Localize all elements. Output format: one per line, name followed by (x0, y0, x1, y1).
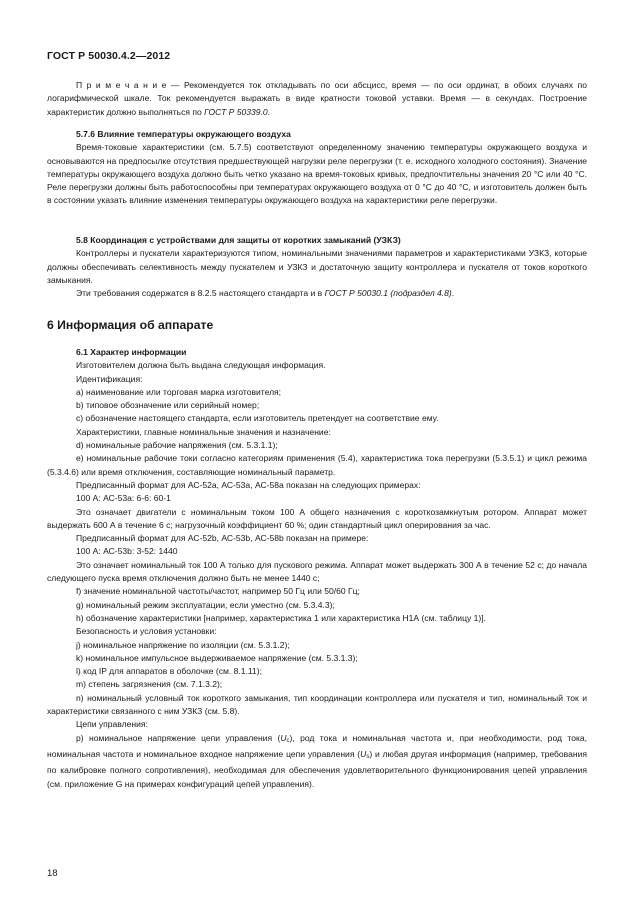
section-5-7-6-title: 5.7.6 Влияние температуры окружающего воздуха (76, 129, 291, 139)
requirements-reference: ГОСТ Р 50030.1 (подраздел 4.8) (324, 288, 452, 299)
list-item: Идентификация: (76, 373, 143, 384)
note-text: — Рекомендуется ток откладывать по оси абсцисс, время — по оси ординат, в обоих случаях по логарифмической шкале. Ток рекомендуется выражать в виде кратности токовой уставки. Время — в секундах. Построение характеристик должно выполняться по (47, 80, 587, 117)
section-6 (47, 318, 587, 332)
section-5-7-6 (47, 128, 587, 208)
section-5-8-requirements (47, 287, 587, 300)
list-item: Изготовителем должна быть выдана следующая информация. (76, 360, 326, 371)
format-1: Предписанный формат для АС-52а, АС-53а, АС-58а показан на следующих примерах: (76, 479, 421, 490)
section-6-1 (47, 346, 587, 791)
example-2-text: Это означает номинальный ток 100 А только для пускового режима. Аппарат может выдержать 300 А в течение 52 с; до начала следующего пуска время отключения должно быть не менее 1440 с; (47, 559, 587, 584)
uc-subscript: c (286, 737, 290, 744)
example-1: 100 А: АС-53а: 6-6: 60-1 (76, 493, 171, 504)
list-item: h) обозначение характеристики [например, характеристика 1 или характеристика Н1А (см. таблицу 1)]. (76, 612, 486, 623)
item-p-part-3: ) и любая другая информация (например, требования по калибровке полного сопротивления), необходимая для обеспечения удовлетворительного функционирования цепей управления (см. приложение G на примерах конфигураций цепей управления). (47, 748, 587, 789)
example-2: 100 А: АС-53b: 3-52: 1440 (76, 546, 178, 557)
example-1-text: Это означает двигатели с номинальным током 100 А общего назначения с короткозамкнутым ротором. Аппарат может выдержать 600 А в течение 6 с; нагрузочный коэффициент 60 %; один стандартный цикл оперирования за час. (47, 506, 587, 530)
section-6-1-title: 6.1 Характер информации (76, 347, 187, 357)
list-item: l) код IP для аппаратов в оболочке (см. 8.1.11); (76, 666, 263, 677)
note-label: П р и м е ч а н и е (76, 80, 167, 90)
note-paragraph (47, 79, 587, 119)
list-item: Безопасность и условия установки: (76, 626, 217, 637)
section-5-7-6-text: Время-токовые характеристики (см. 5.7.5) соответствуют определенному значению температуры окружающего воздуха и основываются на предпосылке отсутствия предшествующей нагрузки реле перегрузки (т. е. исходного холодного состояния). Значение температуры окружающего воздуха должно быть четко указано на время-токовых кривых, предпочтительны значения 20 °С или 40 °С. Реле перегрузки должны быть работоспособны при температурах окружающего воздуха от 0 °С до 40 °С, и изготовитель должен быть в состоянии указать влияние изменения температуры окружающего воздуха на характеристики реле перегрузки. (47, 142, 587, 206)
list-item: g) номинальный режим эксплуатации, если уместно (см. 5.3.4.3); (76, 599, 335, 610)
list-item: a) наименование или торговая марка изготовителя; (76, 386, 282, 397)
list-item: k) номинальное импульсное выдерживаемое напряжение (см. 5.3.1.3); (76, 652, 358, 663)
section-6-title: 6 Информация об аппарате (47, 318, 214, 332)
requirements-text: Эти требования содержатся в 8.2.5 настоящего стандарта и в (76, 288, 325, 299)
control-circuits-heading: Цепи управления: (76, 719, 148, 730)
list-item: Характеристики, главные номинальные значения и назначение: (76, 426, 331, 437)
list-item: j) номинальное напряжение по изоляции (см. 5.3.1.2); (76, 639, 290, 650)
document-header: ГОСТ Р 50030.4.2—2012 (47, 50, 171, 62)
us-subscript: s (366, 753, 370, 760)
section-5-8 (47, 234, 587, 300)
list-item: f) значение номинальной частоты/частот, например 50 Гц или 50/60 Гц; (76, 586, 360, 597)
page-number: 18 (47, 868, 58, 879)
list-item: b) типовое обозначение или серийный номер; (76, 400, 260, 411)
note-reference: ГОСТ Р 50339.0 (204, 106, 268, 117)
item-p-part-2: ), род тока и номинальная частота и, при необходимости, род тока, номинальная частота и номинальное входное напряжение цепи управления ( (47, 732, 588, 759)
section-5-8-title: 5.8 Координация с устройствами для защиты от коротких замыканий (УЗКЗ) (76, 235, 401, 245)
u-symbol: U (360, 748, 367, 759)
item-e: е) номинальные рабочие токи согласно категориям применения (5.4), характеристика тока перегрузки (5.3.5.1) и цикл режима (5.3.4.6) или время отключения, составляющие номинальный параметр. (47, 453, 587, 477)
item-p (47, 732, 587, 791)
section-5-8-text: Контроллеры и пускатели характеризуются типом, номинальными значениями параметров и характеристиками УЗКЗ, которые должны обеспечивать селективность между пускателем и УЗКЗ и достаточную защиту контроллера и пускателя от токов короткого замыкания. (47, 248, 587, 285)
requirements-end: . (451, 288, 455, 299)
list-item: m) степень загрязнения (см. 7.1.3.2); (76, 679, 223, 690)
u-symbol: U (280, 732, 287, 743)
format-2: Предписанный формат для АС-52b, АС-53b, АС-58b показан на примере: (76, 533, 369, 544)
list-item: c) обозначение настоящего стандарта, если изготовитель претендует на соответствие ему. (76, 413, 439, 424)
list-item: d) номинальные рабочие напряжения (см. 5.3.1.1); (76, 440, 278, 451)
note-end: . (267, 106, 271, 117)
note-block (47, 79, 587, 119)
item-p-part-1: р) номинальное напряжение цепи управления ( (76, 732, 281, 743)
item-n: n) номинальный условный ток короткого замыкания, тип координации контроллера или пускателя и тип, номинальный ток и характеристики связанного с ним УЗКЗ (см. 5.8). (47, 692, 587, 717)
